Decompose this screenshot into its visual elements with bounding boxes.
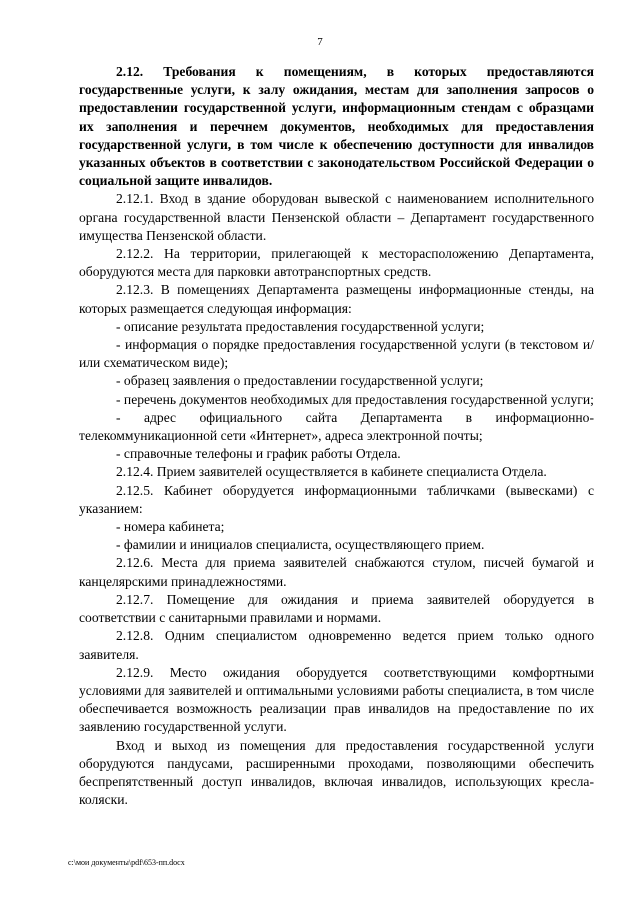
paragraph-2-12-1: 2.12.1. Вход в здание оборудован вывеской с наименованием исполнительного органа государственной власти Пензенской области – Департамент государственного имущества Пензенской области. [79, 191, 594, 243]
list-item: - перечень документов необходимых для предоставления государственной услуги; [116, 391, 594, 407]
paragraph-2-12-2: 2.12.2. На территории, прилегающей к месторасположению Департамента, оборудуются места для парковки автотранспортных средств. [79, 246, 594, 280]
list-item: - описание результата предоставления государственной услуги; [116, 318, 485, 334]
section-heading: 2.12. Требования к помещениям, в которых предоставляются государственные услуги, к залу ожидания, местам для заполнения запросов о предоставлении государственной услуги, информационным стендам с образцами их заполнения и перечнем документов, необходимых для предоставления государственной услуги, в том числе к обеспечению доступности для инвалидов указанных объектов в соответствии с законодательством Российской Федерации о социальной защите инвалидов. [79, 64, 594, 189]
list-item: - номера кабинета; [116, 519, 225, 535]
footer-file-path: c:\мои документы\pdf\653-пп.docx [68, 858, 185, 867]
paragraph-2-12-7: 2.12.7. Помещение для ожидания и приема заявителей оборудуется в соответствии с санитарными правилами и нормами. [79, 591, 594, 626]
paragraph-2-12-9: 2.12.9. Место ожидания оборудуется соответствующими комфортными условиями для заявителей и оптимальными условиями работы специалиста, в том числе обеспечивается возможность реализации прав инвалидов на предоставление по их заявлению государственной услуги. [79, 664, 594, 735]
paragraph-2-12-3: 2.12.3. В помещениях Департамента размещены информационные стенды, на которых размещается следующая информация: [79, 282, 594, 316]
paragraph-2-12-4: 2.12.4. Прием заявителей осуществляется в кабинете специалиста Отдела. [116, 464, 547, 480]
list-item: - адрес официального сайта Департамента в информационно-телекоммуникационной сети «Интернет», адреса электронной почты; [79, 409, 594, 444]
paragraph-2-12-5: 2.12.5. Кабинет оборудуется информационными табличками (вывесками) с указанием: [79, 482, 594, 516]
paragraph-entrance-exit: Вход и выход из помещения для предоставления государственной услуги оборудуются пандусами, расширенными проходами, позволяющими обеспечить беспрепятственный доступ инвалидов, включая инвалидов, использующих кресла-коляски. [79, 737, 594, 808]
list-item: - справочные телефоны и график работы Отдела. [116, 446, 401, 462]
paragraph-2-12-6: 2.12.6. Места для приема заявителей снабжаются стулом, писчей бумагой и канцелярскими принадлежностями. [79, 555, 594, 589]
document-body [79, 63, 594, 809]
page-number: 7 [317, 36, 323, 48]
list-item: - образец заявления о предоставлении государственной услуги; [116, 373, 484, 389]
list-item: - фамилии и инициалов специалиста, осуществляющего прием. [116, 537, 485, 553]
list-item: - информация о порядке предоставления государственной услуги (в текстовом и/или схематическом виде); [79, 337, 594, 371]
paragraph-2-12-8: 2.12.8. Одним специалистом одновременно ведется прием только одного заявителя. [79, 628, 594, 662]
